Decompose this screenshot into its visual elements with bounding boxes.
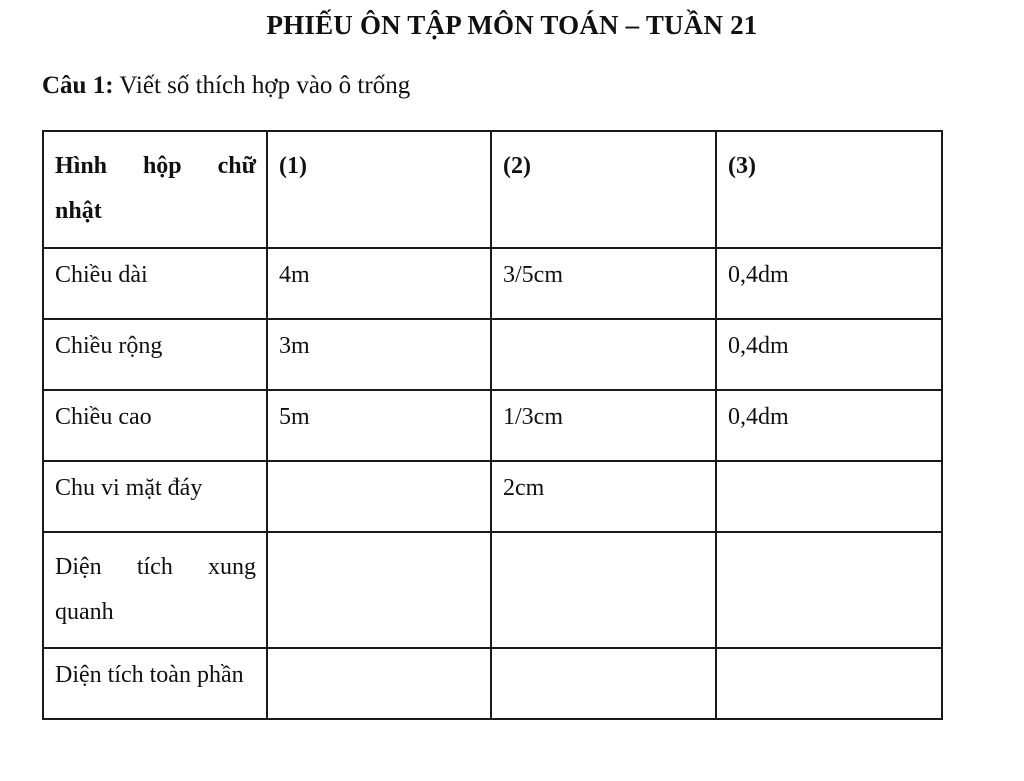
table-row-total-area — [43, 648, 942, 719]
row-label-line2: quanh — [55, 599, 114, 625]
table-cell[interactable]: 0,4dm — [716, 248, 942, 319]
table-row-lateral-area — [43, 532, 942, 648]
header-label-line1: Hình hộp chữ — [55, 153, 256, 179]
row-label: Chiều dài — [43, 248, 267, 319]
table-cell-blank[interactable] — [491, 319, 716, 390]
header-col-2: (2) — [491, 131, 716, 248]
table-cell-blank[interactable] — [491, 532, 716, 648]
row-label: Chiều rộng — [43, 319, 267, 390]
table-row-width — [43, 319, 942, 390]
row-label: Diện tích toàn phần — [43, 648, 267, 719]
question-label: Câu 1: — [42, 72, 114, 99]
row-label — [43, 532, 267, 648]
table-cell-blank[interactable] — [716, 532, 942, 648]
row-label-line1: Diện tích xung — [55, 554, 256, 580]
table-cell-blank[interactable] — [491, 648, 716, 719]
table-cell[interactable]: 3/5cm — [491, 248, 716, 319]
header-label-line2: nhật — [55, 198, 102, 224]
header-col-3: (3) — [716, 131, 942, 248]
table-header-row — [43, 131, 942, 248]
row-label: Chu vi mặt đáy — [43, 461, 267, 532]
page-title: PHIẾU ÔN TẬP MÔN TOÁN – TUẦN 21 — [266, 10, 758, 40]
table-cell[interactable]: 1/3cm — [491, 390, 716, 461]
question-line — [42, 72, 410, 100]
question-text: Viết số thích hợp vào ô trống — [113, 72, 411, 99]
table-cell-blank[interactable] — [716, 648, 942, 719]
table-cell-blank[interactable] — [267, 532, 491, 648]
table-cell-blank[interactable] — [267, 461, 491, 532]
row-label: Chiều cao — [43, 390, 267, 461]
header-col-1: (1) — [267, 131, 491, 248]
table-row-length — [43, 248, 942, 319]
table-cell[interactable]: 0,4dm — [716, 390, 942, 461]
table-cell[interactable]: 4m — [267, 248, 491, 319]
header-label-cell — [43, 131, 267, 248]
table-row-height — [43, 390, 942, 461]
exercise-table — [42, 130, 943, 720]
table-cell-blank[interactable] — [267, 648, 491, 719]
table-cell[interactable]: 5m — [267, 390, 491, 461]
table-cell-blank[interactable] — [716, 461, 942, 532]
table-cell[interactable]: 3m — [267, 319, 491, 390]
table-row-base-perimeter — [43, 461, 942, 532]
table-cell[interactable]: 2cm — [491, 461, 716, 532]
table-cell[interactable]: 0,4dm — [716, 319, 942, 390]
